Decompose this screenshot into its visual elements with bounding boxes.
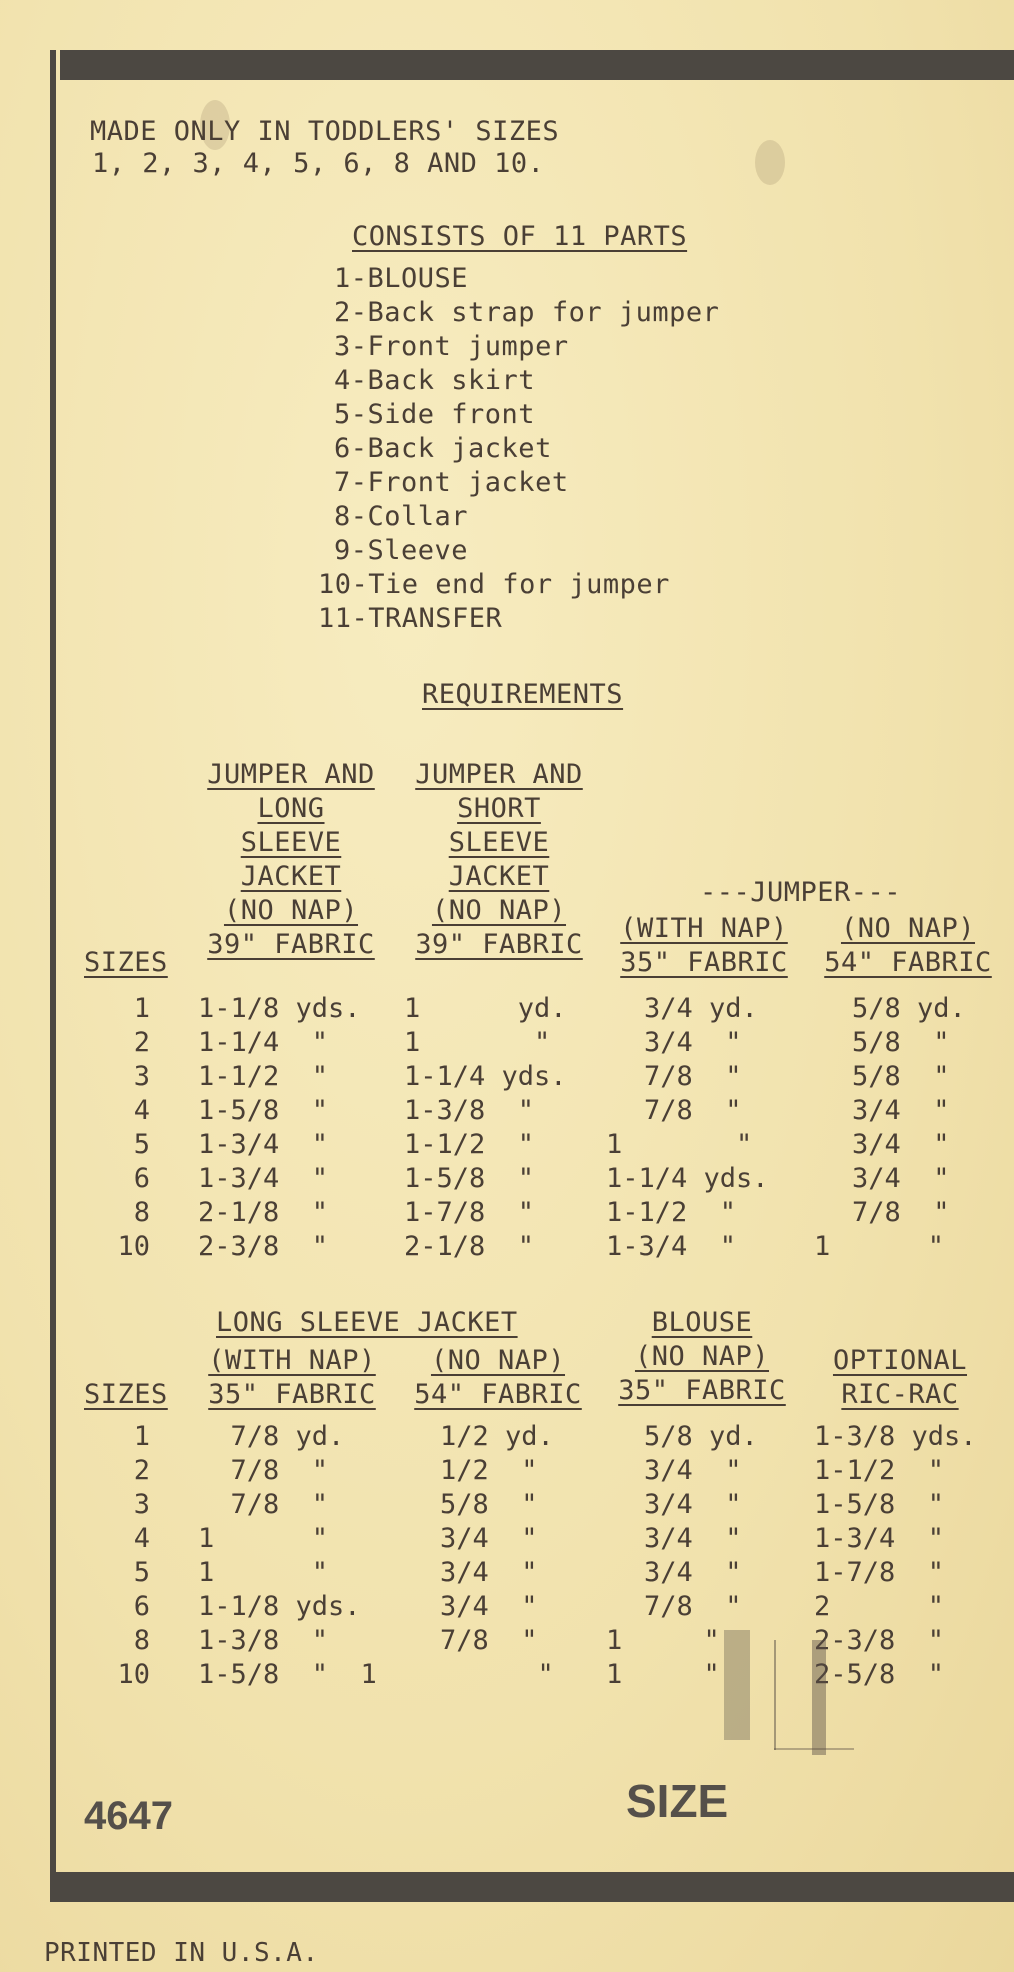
cell-jacket-no-nap: 1/2 yd. bbox=[440, 1421, 554, 1452]
long-sleeve-jacket-heading: LONG SLEEVE JACKET bbox=[216, 1307, 518, 1338]
header-line: 54" FABRIC bbox=[414, 1379, 582, 1410]
table2-header-col2 bbox=[400, 1344, 596, 1412]
requirements-heading: REQUIREMENTS bbox=[422, 679, 624, 710]
header-line: JACKET bbox=[240, 861, 342, 892]
cell-blouse: 1 " bbox=[606, 1625, 720, 1656]
cell-jumper-short-sleeve: 1-7/8 " bbox=[404, 1197, 535, 1228]
size-cell: 3 bbox=[133, 1061, 150, 1092]
size-cell: 5 bbox=[133, 1557, 150, 1588]
intro-line-2: 1, 2, 3, 4, 5, 6, 8 AND 10. bbox=[92, 148, 545, 179]
cell-jumper-no-nap: 1 " bbox=[814, 1231, 945, 1262]
table2-sizes-header: SIZES bbox=[84, 1379, 168, 1410]
part-item: 2-Back strap for jumper bbox=[334, 297, 720, 328]
header-line: SHORT bbox=[457, 793, 541, 824]
header-line: (NO NAP) bbox=[430, 1345, 566, 1376]
parts-heading: CONSISTS OF 11 PARTS bbox=[352, 221, 688, 252]
cell-jumper-long-sleeve: 2-1/8 " bbox=[198, 1197, 329, 1228]
size-cell: 2 bbox=[133, 1455, 150, 1486]
cell-jumper-short-sleeve: 1 yd. bbox=[404, 993, 567, 1024]
header-line: (NO NAP) bbox=[223, 895, 359, 926]
cell-jumper-long-sleeve: 1-5/8 " bbox=[198, 1095, 329, 1126]
size-label: SIZE bbox=[626, 1775, 729, 1827]
printed-in-usa: PRINTED IN U.S.A. bbox=[44, 1938, 319, 1968]
cell-jacket-no-nap: 3/4 " bbox=[440, 1557, 538, 1588]
cell-jumper-no-nap: 3/4 " bbox=[852, 1095, 950, 1126]
size-cell: 10 bbox=[117, 1659, 150, 1690]
header-line: JUMPER AND bbox=[415, 759, 583, 790]
cell-jumper-short-sleeve: 1-5/8 " bbox=[404, 1163, 535, 1194]
part-item: 6-Back jacket bbox=[334, 433, 552, 464]
bottom-border-rule bbox=[50, 1872, 1014, 1902]
table2-header-col3 bbox=[604, 1306, 800, 1408]
cell-ric-rac: 1-5/8 " bbox=[814, 1489, 945, 1520]
cell-jumper-short-sleeve: 1 " bbox=[404, 1027, 551, 1058]
size-cell: 6 bbox=[133, 1163, 150, 1194]
cell-jumper-long-sleeve: 1-3/4 " bbox=[198, 1129, 329, 1160]
part-item: 1-BLOUSE bbox=[334, 263, 469, 294]
header-line: SLEEVE bbox=[448, 827, 550, 858]
cell-ric-rac: 2-5/8 " bbox=[814, 1659, 945, 1690]
header-line: (NO NAP) bbox=[431, 895, 567, 926]
cell-jumper-with-nap: 7/8 " bbox=[644, 1095, 742, 1126]
table1-header-col3 bbox=[606, 912, 802, 980]
size-cell: 1 bbox=[133, 1421, 150, 1452]
cell-jacket-with-nap: 1-1/8 yds. bbox=[198, 1591, 361, 1622]
table1-header-col1 bbox=[192, 758, 390, 962]
cell-ric-rac: 1-3/4 " bbox=[814, 1523, 945, 1554]
cell-blouse: 3/4 " bbox=[644, 1489, 742, 1520]
part-item: 10-Tie end for jumper bbox=[318, 569, 670, 600]
cell-jacket-with-nap: 1-5/8 " 1 bbox=[198, 1659, 377, 1690]
cell-jumper-with-nap: 3/4 " bbox=[644, 1027, 742, 1058]
cell-jacket-no-nap: 7/8 " bbox=[440, 1625, 538, 1656]
cell-ric-rac: 1-7/8 " bbox=[814, 1557, 945, 1588]
stamp-mark bbox=[724, 1630, 854, 1760]
cell-jacket-no-nap: 3/4 " bbox=[440, 1523, 538, 1554]
cell-jumper-long-sleeve: 1-1/2 " bbox=[198, 1061, 329, 1092]
size-cell: 4 bbox=[133, 1523, 150, 1554]
cell-jumper-with-nap: 1-1/2 " bbox=[606, 1197, 737, 1228]
header-line: (WITH NAP) bbox=[208, 1345, 376, 1376]
header-line: JACKET bbox=[448, 861, 550, 892]
size-cell: 4 bbox=[133, 1095, 150, 1126]
part-item: 3-Front jumper bbox=[334, 331, 569, 362]
cell-jacket-no-nap: 5/8 " bbox=[440, 1489, 538, 1520]
cell-jumper-long-sleeve: 1-1/4 " bbox=[198, 1027, 329, 1058]
cell-jumper-long-sleeve: 1-1/8 yds. bbox=[198, 993, 361, 1024]
left-border-rule bbox=[50, 50, 56, 1900]
cell-jumper-with-nap: 1 " bbox=[606, 1129, 753, 1160]
header-line: 35" FABRIC bbox=[618, 1375, 786, 1406]
top-border-rule bbox=[60, 50, 1014, 80]
cell-ric-rac: 1-3/8 yds. bbox=[814, 1421, 977, 1452]
intro-line-1: MADE ONLY IN TODDLERS' SIZES bbox=[90, 116, 560, 147]
cell-jumper-with-nap: 1-3/4 " bbox=[606, 1231, 737, 1262]
cell-jumper-short-sleeve: 1-1/4 yds. bbox=[404, 1061, 567, 1092]
header-line: (NO NAP) bbox=[840, 913, 976, 944]
header-line: BLOUSE bbox=[651, 1307, 753, 1338]
cell-blouse: 5/8 yd. bbox=[644, 1421, 758, 1452]
part-item: 9-Sleeve bbox=[334, 535, 469, 566]
cell-blouse: 3/4 " bbox=[644, 1455, 742, 1486]
cell-jumper-no-nap: 5/8 " bbox=[852, 1027, 950, 1058]
cell-ric-rac: 1-1/2 " bbox=[814, 1455, 945, 1486]
table2-header-col4 bbox=[820, 1344, 980, 1412]
cell-jacket-with-nap: 1 " bbox=[198, 1523, 329, 1554]
cell-jumper-long-sleeve: 2-3/8 " bbox=[198, 1231, 329, 1262]
size-cell: 3 bbox=[133, 1489, 150, 1520]
cell-jumper-short-sleeve: 2-1/8 " bbox=[404, 1231, 535, 1262]
part-item: 4-Back skirt bbox=[334, 365, 536, 396]
cell-jumper-with-nap: 1-1/4 yds. bbox=[606, 1163, 769, 1194]
cell-jumper-no-nap: 7/8 " bbox=[852, 1197, 950, 1228]
header-line: RIC-RAC bbox=[841, 1379, 959, 1410]
cell-jumper-no-nap: 3/4 " bbox=[852, 1129, 950, 1160]
header-line: (WITH NAP) bbox=[620, 913, 788, 944]
table2-header-col1 bbox=[194, 1344, 390, 1412]
ink-stain bbox=[755, 140, 785, 185]
header-line: 39" FABRIC bbox=[207, 929, 375, 960]
cell-jumper-no-nap: 5/8 yd. bbox=[852, 993, 966, 1024]
cell-jumper-short-sleeve: 1-3/8 " bbox=[404, 1095, 535, 1126]
header-line: 39" FABRIC bbox=[415, 929, 583, 960]
cell-jacket-with-nap: 7/8 " bbox=[198, 1489, 329, 1520]
header-line: 54" FABRIC bbox=[824, 947, 992, 978]
cell-blouse: 1 " bbox=[606, 1659, 720, 1690]
table1-sizes-header: SIZES bbox=[84, 947, 168, 978]
cell-blouse: 7/8 " bbox=[644, 1591, 742, 1622]
cell-jacket-no-nap: 1/2 " bbox=[440, 1455, 538, 1486]
header-line: 35" FABRIC bbox=[208, 1379, 376, 1410]
cell-jacket-with-nap: 1-3/8 " bbox=[198, 1625, 329, 1656]
jumper-group-heading: ---JUMPER--- bbox=[700, 877, 902, 908]
part-item: 8-Collar bbox=[334, 501, 469, 532]
table1-header-col4 bbox=[812, 912, 1004, 980]
header-line: LONG bbox=[257, 793, 325, 824]
cell-jacket-with-nap: 1 " bbox=[198, 1557, 329, 1588]
cell-jumper-no-nap: 3/4 " bbox=[852, 1163, 950, 1194]
cell-jacket-with-nap: 7/8 " bbox=[198, 1455, 329, 1486]
part-item: 5-Side front bbox=[334, 399, 536, 430]
cell-jacket-no-nap: 3/4 " bbox=[440, 1591, 538, 1622]
size-cell: 5 bbox=[133, 1129, 150, 1160]
table1-header-col2 bbox=[400, 758, 598, 962]
size-cell: 8 bbox=[133, 1197, 150, 1228]
pattern-number: 4647 bbox=[84, 1794, 173, 1838]
part-item: 11-TRANSFER bbox=[318, 603, 503, 634]
size-cell: 1 bbox=[133, 993, 150, 1024]
cell-jacket-with-nap: 7/8 yd. bbox=[198, 1421, 345, 1452]
cell-ric-rac: 2 " bbox=[814, 1591, 945, 1622]
cell-jacket-no-nap: " bbox=[440, 1659, 554, 1690]
cell-jumper-long-sleeve: 1-3/4 " bbox=[198, 1163, 329, 1194]
cell-blouse: 3/4 " bbox=[644, 1557, 742, 1588]
size-cell: 6 bbox=[133, 1591, 150, 1622]
size-cell: 8 bbox=[133, 1625, 150, 1656]
header-line: (NO NAP) bbox=[634, 1341, 770, 1372]
cell-jumper-with-nap: 7/8 " bbox=[644, 1061, 742, 1092]
cell-jumper-with-nap: 3/4 yd. bbox=[644, 993, 758, 1024]
size-cell: 10 bbox=[117, 1231, 150, 1262]
header-line: SLEEVE bbox=[240, 827, 342, 858]
part-item: 7-Front jacket bbox=[334, 467, 569, 498]
header-line: JUMPER AND bbox=[207, 759, 375, 790]
cell-jumper-no-nap: 5/8 " bbox=[852, 1061, 950, 1092]
cell-blouse: 3/4 " bbox=[644, 1523, 742, 1554]
cell-jumper-short-sleeve: 1-1/2 " bbox=[404, 1129, 535, 1160]
cell-ric-rac: 2-3/8 " bbox=[814, 1625, 945, 1656]
header-line: OPTIONAL bbox=[832, 1345, 968, 1376]
header-line: 35" FABRIC bbox=[620, 947, 788, 978]
size-cell: 2 bbox=[133, 1027, 150, 1058]
